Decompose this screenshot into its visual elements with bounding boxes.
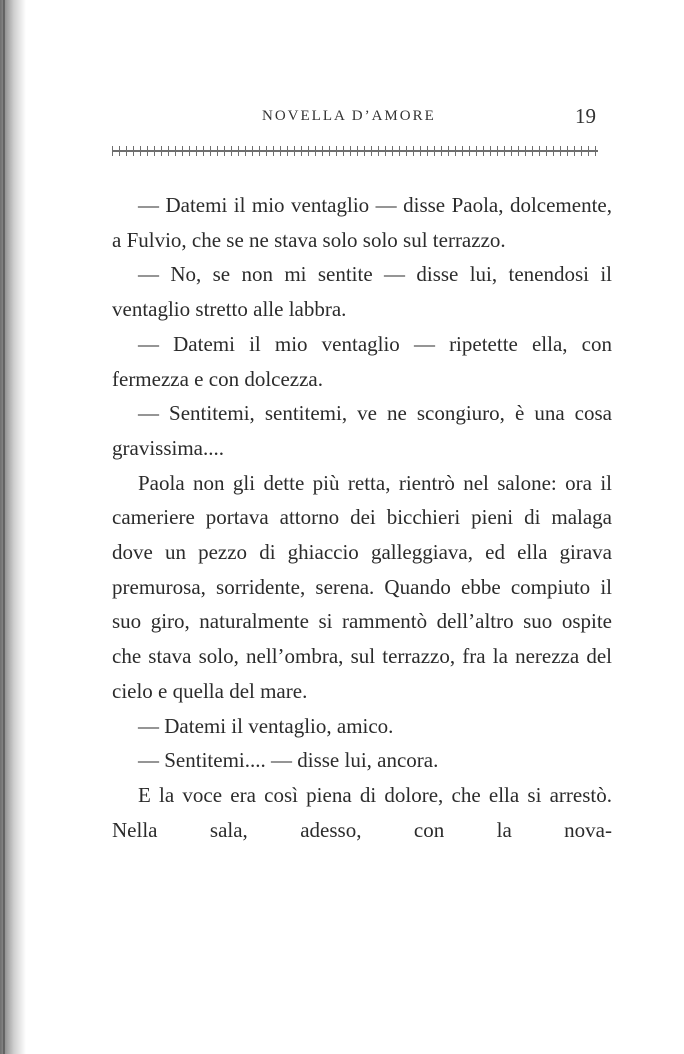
- running-title: NOVELLA D’AMORE: [262, 108, 436, 124]
- paragraph: — Sentitemi.... — disse lui, ancora.: [138, 748, 439, 773]
- paragraph: — Datemi il ventaglio, amico.: [138, 713, 394, 738]
- paragraph: E la voce era così piena di dolore, che ella si arrestò. Nella sala, adesso, con la nova-: [112, 782, 612, 842]
- running-head: [112, 104, 602, 134]
- paragraph: — Datemi il mio ventaglio — disse Paola, dolcemente, a Fulvio, che se ne stava solo solo sul terrazzo.: [112, 193, 612, 252]
- paragraph: Paola non gli dette più retta, rientrò nel salone: ora il cameriere portava attorno dei bicchieri pieni di malaga dove un pezzo di ghiaccio galleggiava, ed ella girava premurosa, sorridente, serena. Quando ebbe compiuto il suo giro, naturalmente si rammentò dell’altro suo ospite che stava solo, nell’ombra, sul terrazzo, fra la nerezza del cielo e quella del mare.: [112, 470, 612, 703]
- body-text: [112, 188, 612, 847]
- paragraph: — No, se non mi sentite — disse lui, tenendosi il ventaglio stretto alle labbra.: [112, 262, 612, 322]
- page-number: 19: [575, 104, 596, 128]
- paragraph: — Datemi il mio ventaglio — ripetette ella, con fermezza e con dolcezza.: [112, 331, 612, 391]
- ornamental-rule: [112, 146, 598, 156]
- paragraph: — Sentitemi, sentitemi, ve ne scongiuro, è una cosa gravissima....: [112, 401, 612, 460]
- binding-edge: [0, 0, 26, 1054]
